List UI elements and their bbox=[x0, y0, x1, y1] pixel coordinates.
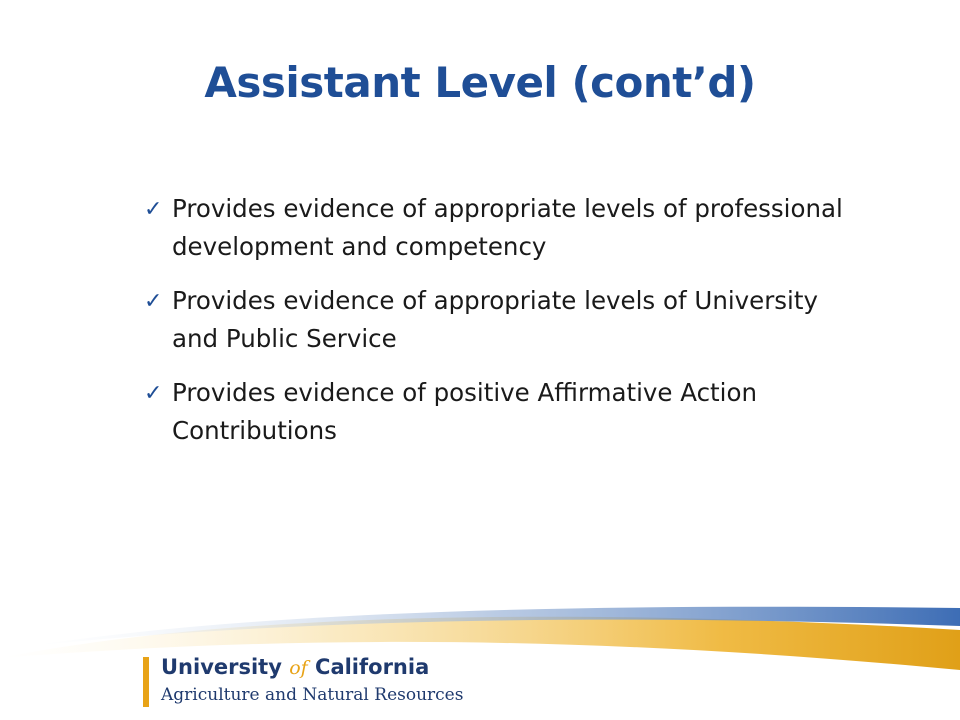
check-mark-icon: ✓ bbox=[144, 197, 163, 222]
bullet-text: Provides evidence of appropriate levels of professional development and competency bbox=[172, 194, 843, 261]
bullet-item bbox=[144, 374, 844, 450]
logo-bar bbox=[143, 657, 149, 707]
bullet-item bbox=[144, 190, 844, 266]
logo-title: University of California bbox=[161, 655, 430, 679]
logo-subtitle: Agriculture and Natural Resources bbox=[161, 685, 464, 705]
check-mark-icon: ✓ bbox=[144, 289, 163, 314]
bullet-item bbox=[144, 282, 844, 358]
bullet-text: Provides evidence of appropriate levels of University and Public Service bbox=[172, 286, 818, 353]
bullet-list bbox=[144, 190, 844, 466]
slide-title: Assistant Level (cont’d) bbox=[204, 58, 756, 107]
bullet-text: Provides evidence of positive Affirmative Action Contributions bbox=[172, 378, 757, 445]
check-mark-icon: ✓ bbox=[144, 381, 163, 406]
